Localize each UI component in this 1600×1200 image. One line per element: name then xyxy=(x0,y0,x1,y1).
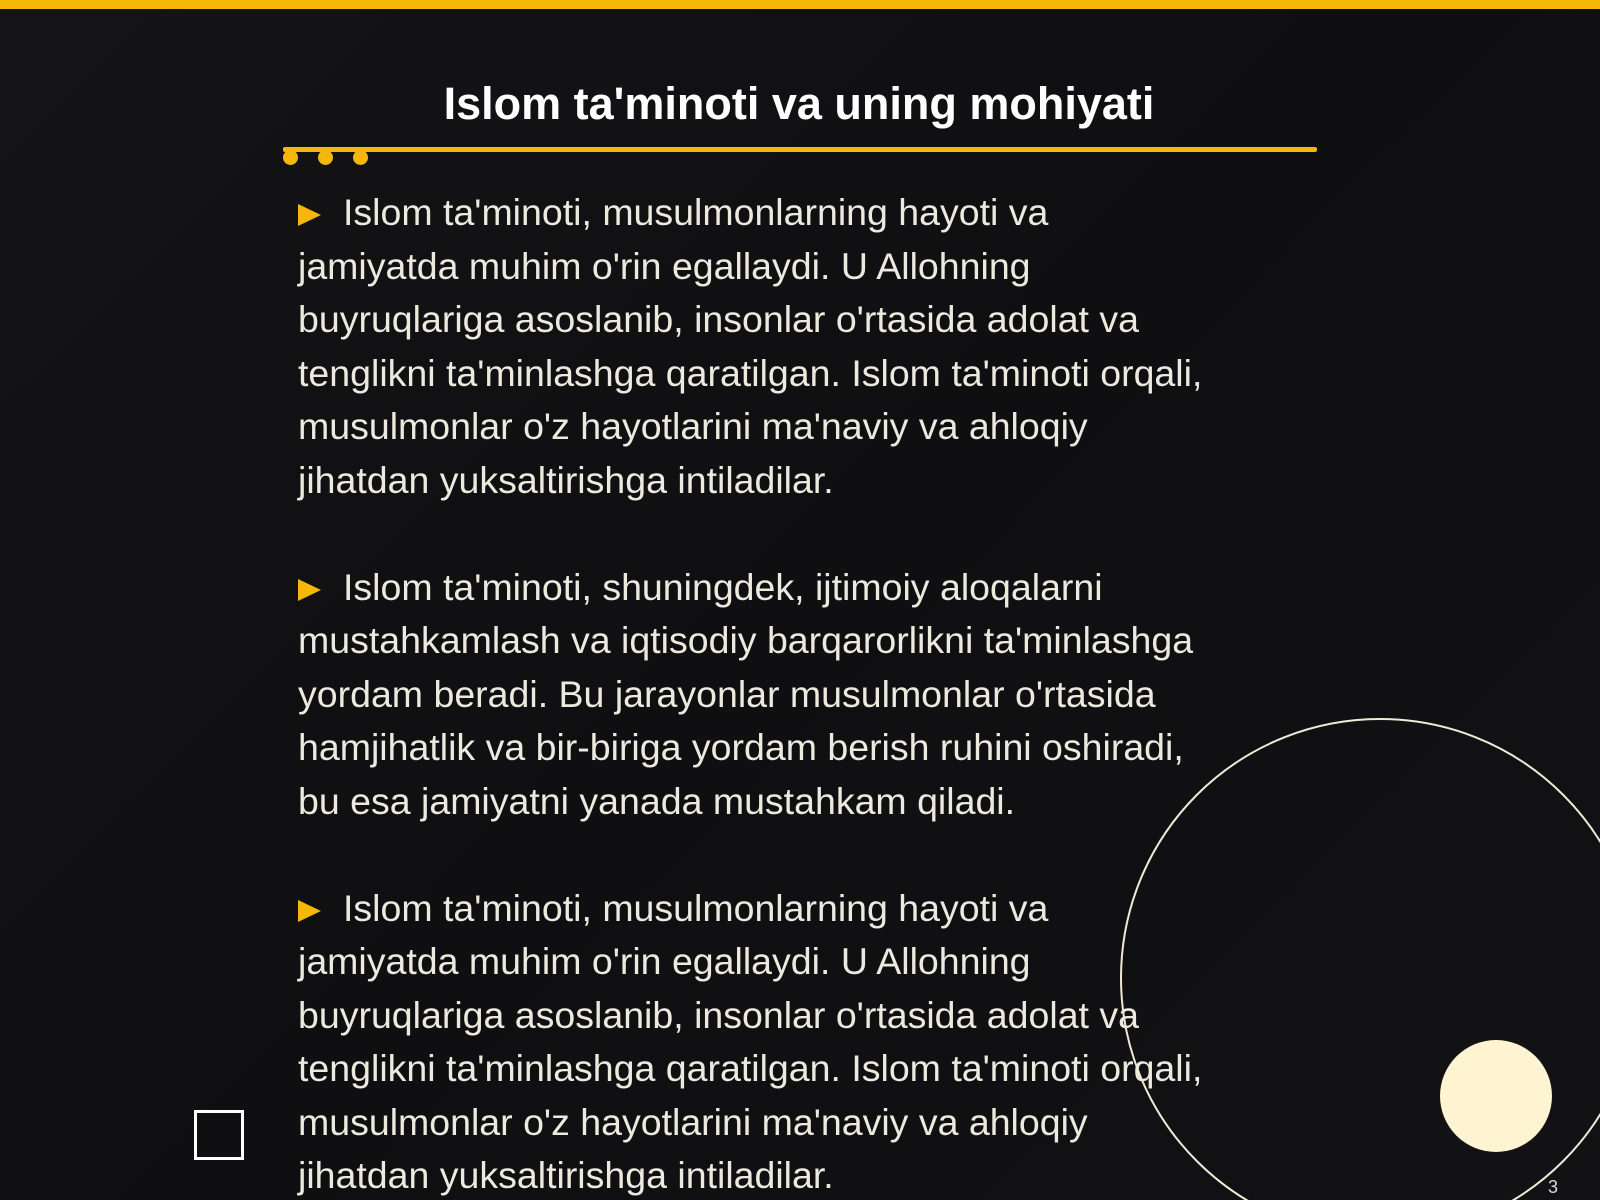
paragraph-line: tenglikni ta'minlashga qaratilgan. Islom ta'minoti orqali, xyxy=(298,1047,1203,1089)
paragraph-line: bu esa jamiyatni yanada mustahkam qiladi. xyxy=(298,779,1016,822)
paragraph-line: buyruqlariga asoslanib, insonlar o'rtasida adolat va xyxy=(298,993,1140,1036)
page-number: 3 xyxy=(1548,1177,1559,1197)
bullet-paragraph-1 xyxy=(298,186,1318,507)
decor-dot-2 xyxy=(318,150,333,165)
triangle-right-icon xyxy=(298,204,321,226)
paragraph-line: jamiyatda muhim o'rin egallaydi. U Allohning xyxy=(298,244,1031,287)
paragraph-line: Islom ta'minoti, shuningdek, ijtimoiy aloqalarni xyxy=(343,565,1103,608)
paragraph-line: jihatdan yuksaltirishga intiladilar. xyxy=(298,1154,834,1196)
paragraph-line: jamiyatda muhim o'rin egallaydi. U Allohning xyxy=(298,940,1031,982)
decor-cream-circle xyxy=(1440,1040,1552,1152)
decor-square xyxy=(194,1110,244,1160)
decor-dot-1 xyxy=(283,150,298,165)
title-underline xyxy=(283,147,1317,152)
paragraph-line: Islom ta'minoti, musulmonlarning hayoti va xyxy=(343,886,1049,929)
bullet-paragraph-2 xyxy=(298,561,1318,829)
paragraph-line: buyruqlariga asoslanib, insonlar o'rtasida adolat va xyxy=(298,298,1140,340)
paragraph-line: hamjihatlik va bir-biriga yordam berish ruhini oshiradi, xyxy=(298,726,1184,768)
triangle-right-icon xyxy=(298,900,321,922)
paragraph-line: Islom ta'minoti, musulmonlarning hayoti va xyxy=(343,191,1049,233)
decor-dot-3 xyxy=(353,150,368,165)
paragraph-line: musulmonlar o'z hayotlarini ma'naviy va ahloqiy xyxy=(298,1100,1088,1143)
bullet-paragraph-3 xyxy=(298,882,1318,1200)
paragraph-line: yordam beradi. Bu jarayonlar musulmonlar o'rtasida xyxy=(298,672,1156,715)
paragraph-line: mustahkamlash va iqtisodiy barqarorlikni ta'minlashga xyxy=(298,619,1194,661)
paragraph-line: tenglikni ta'minlashga qaratilgan. Islom ta'minoti orqali, xyxy=(298,351,1203,394)
paragraph-line: jihatdan yuksaltirishga intiladilar. xyxy=(298,458,834,501)
paragraph-line: musulmonlar o'z hayotlarini ma'naviy va ahloqiy xyxy=(298,405,1088,447)
slide-title: Islom ta'minoti va uning mohiyati xyxy=(443,78,1155,129)
top-accent-bar xyxy=(0,0,1600,9)
triangle-right-icon xyxy=(298,579,321,601)
slide-body xyxy=(298,186,1318,1200)
